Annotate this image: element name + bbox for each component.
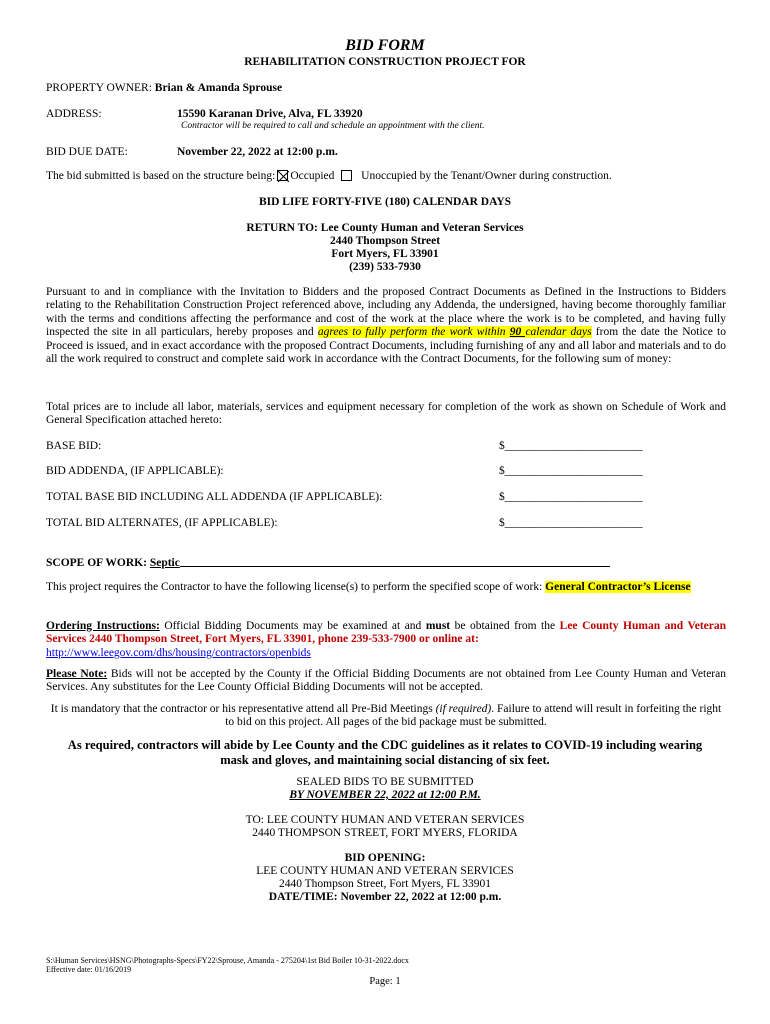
return-line-4: (239) 533-7930 bbox=[349, 261, 421, 273]
mandatory-italic: (if required) bbox=[435, 703, 492, 715]
scope-label: SCOPE OF WORK: bbox=[46, 557, 147, 569]
mandatory-paragraph bbox=[46, 703, 726, 730]
footer-path: S:\Human Services\HSNG\Photographs-Specs\FY22\Sprouse, Amanda - 275204\1st Bid Boiler 10-31-2022.docx bbox=[46, 956, 409, 965]
bid-life: BID LIFE FORTY-FIVE (180) CALENDAR DAYS bbox=[258, 196, 512, 208]
opening-line-1: BID OPENING: bbox=[344, 852, 426, 864]
license-highlight: General Contractor’s License bbox=[545, 581, 691, 593]
covid-notice: As required, contractors will abide by Lee County and the CDC guidelines as it relates to COVID-19 including wearing mask and gloves, and maintaining social distancing of six feet. bbox=[67, 738, 703, 767]
occupied-checkbox[interactable] bbox=[277, 170, 288, 181]
proposal-text-b: from the date the Notice to Proceed is issued, and in exact accordance with the proposed Contract Documents, including furnishing of any and all labor and materials and to do all the work required to construct and complete said work in accordance with the Contract Documents, for the following sum of money: bbox=[46, 326, 727, 366]
to-line-2: 2440 THOMPSON STREET, FORT MYERS, FLORIDA bbox=[252, 827, 518, 839]
page-subtitle: REHABILITATION CONSTRUCTION PROJECT FOR bbox=[244, 56, 526, 68]
bid-line-label: BID ADDENDA, (IF APPLICABLE): bbox=[46, 465, 224, 477]
unoccupied-label: Unoccupied by the Tenant/Owner during construction. bbox=[361, 170, 612, 182]
bid-amount-field[interactable]: $________________________ bbox=[499, 440, 643, 452]
owner-value: Brian & Amanda Sprouse bbox=[154, 82, 283, 94]
ordering-text-a: Official Bidding Documents may be examined at and bbox=[159, 620, 426, 632]
mandatory-text-b: . Failure to attend will result in forfeiting the right to bid on this project. All pages of the bid package must be submitted. bbox=[225, 703, 722, 729]
note-text: Bids will not be accepted by the County if the Official Bidding Documents are not obtained from Lee County Human and Veteran Services. Any substitutes for the Lee County Official Bidding Documents will not be accepted. bbox=[46, 668, 726, 694]
return-line-1: RETURN TO: Lee County Human and Veteran Services bbox=[246, 222, 524, 234]
bid-amount-field[interactable]: $________________________ bbox=[499, 465, 643, 477]
bid-amount-field[interactable]: $________________________ bbox=[499, 491, 643, 503]
license-paragraph bbox=[46, 581, 726, 594]
to-line-1: TO: LEE COUNTY HUMAN AND VETERAN SERVICES bbox=[245, 814, 525, 826]
page-number: Page: 1 bbox=[369, 976, 401, 987]
proposal-paragraph bbox=[46, 286, 726, 366]
proposal-text-a: Pursuant to and in compliance with the Invitation to Bidders and the proposed Contract Documents as Defined in the Instructions to Bidders relating to the Rehabilitation Construction Project referenced above, including any Addenda, the undersigned, having become thoroughly familiar with the terms and conditions affecting the performance and cost of the work at the place where the work is to be completed, and having fully inspected the site in all particulars, hereby proposes and bbox=[46, 286, 726, 339]
structure-lead: The bid submitted is based on the structure being: bbox=[46, 170, 276, 182]
ordering-label: Ordering Instructions: bbox=[46, 620, 160, 632]
sealed-line-2: BY NOVEMBER 22, 2022 at 12:00 P.M. bbox=[289, 789, 481, 801]
bid-line-label: TOTAL BASE BID INCLUDING ALL ADDENDA (IF APPLICABLE): bbox=[46, 491, 383, 503]
bid-line-label: TOTAL BID ALTERNATES, (IF APPLICABLE): bbox=[46, 517, 278, 529]
owner-row bbox=[46, 82, 282, 95]
ordering-contact: Lee County Human and Veteran Services 2440 Thompson Street, Fort Myers, FL 33901, phone 239-533-7900 or online at: bbox=[46, 620, 727, 646]
check-x-icon bbox=[278, 171, 289, 182]
proposal-highlight-2: calendar days bbox=[525, 326, 592, 339]
mandatory-text-a: It is mandatory that the contractor or his representative attend all Pre-Bid Meetings bbox=[50, 703, 436, 715]
total-prices-paragraph: Total prices are to include all labor, materials, services and equipment necessary for completion of the work as shown on Schedule of Work and General Specification attached hereto: bbox=[46, 401, 726, 427]
due-label: BID DUE DATE: bbox=[46, 146, 128, 158]
footer-effective-date: Effective date: 01/16/2019 bbox=[46, 965, 132, 974]
scope-value: Septic bbox=[149, 557, 180, 569]
opening-line-2: LEE COUNTY HUMAN AND VETERAN SERVICES bbox=[256, 865, 514, 877]
bid-line-label: BASE BID: bbox=[46, 440, 102, 452]
owner-label: PROPERTY OWNER: bbox=[46, 82, 152, 94]
openbids-link[interactable]: http://www.leegov.com/dhs/housing/contractors/openbids bbox=[46, 646, 311, 659]
unoccupied-checkbox[interactable] bbox=[341, 170, 352, 181]
address-note: Contractor will be required to call and schedule an appointment with the client. bbox=[181, 121, 485, 131]
opening-line-3: 2440 Thompson Street, Fort Myers, FL 33901 bbox=[278, 878, 492, 890]
due-value: November 22, 2022 at 12:00 p.m. bbox=[177, 146, 338, 158]
occupied-label: Occupied bbox=[290, 170, 335, 182]
address-label: ADDRESS: bbox=[46, 108, 102, 120]
note-paragraph bbox=[46, 668, 726, 695]
ordering-text-b: be obtained from the bbox=[450, 620, 560, 632]
scope-row bbox=[46, 557, 610, 570]
ordering-must: must bbox=[425, 620, 451, 632]
license-text: This project requires the Contractor to have the following license(s) to perform the specified scope of work: bbox=[46, 581, 546, 593]
scope-underline bbox=[180, 566, 610, 567]
page-title: BID FORM bbox=[345, 37, 425, 54]
bid-amount-field[interactable]: $________________________ bbox=[499, 517, 643, 529]
return-line-3: Fort Myers, FL 33901 bbox=[331, 248, 439, 260]
proposal-days: 90 bbox=[509, 326, 526, 339]
opening-line-4: DATE/TIME: November 22, 2022 at 12:00 p.m. bbox=[268, 891, 502, 903]
sealed-line-1: SEALED BIDS TO BE SUBMITTED bbox=[296, 776, 474, 788]
structure-row bbox=[46, 170, 612, 183]
ordering-paragraph bbox=[46, 620, 726, 660]
note-label: Please Note: bbox=[46, 668, 108, 680]
return-line-2: 2440 Thompson Street bbox=[329, 235, 441, 247]
address-value: 15590 Karanan Drive, Alva, FL 33920 bbox=[177, 108, 363, 120]
proposal-highlight-1: agrees to fully perform the work within bbox=[317, 326, 510, 339]
